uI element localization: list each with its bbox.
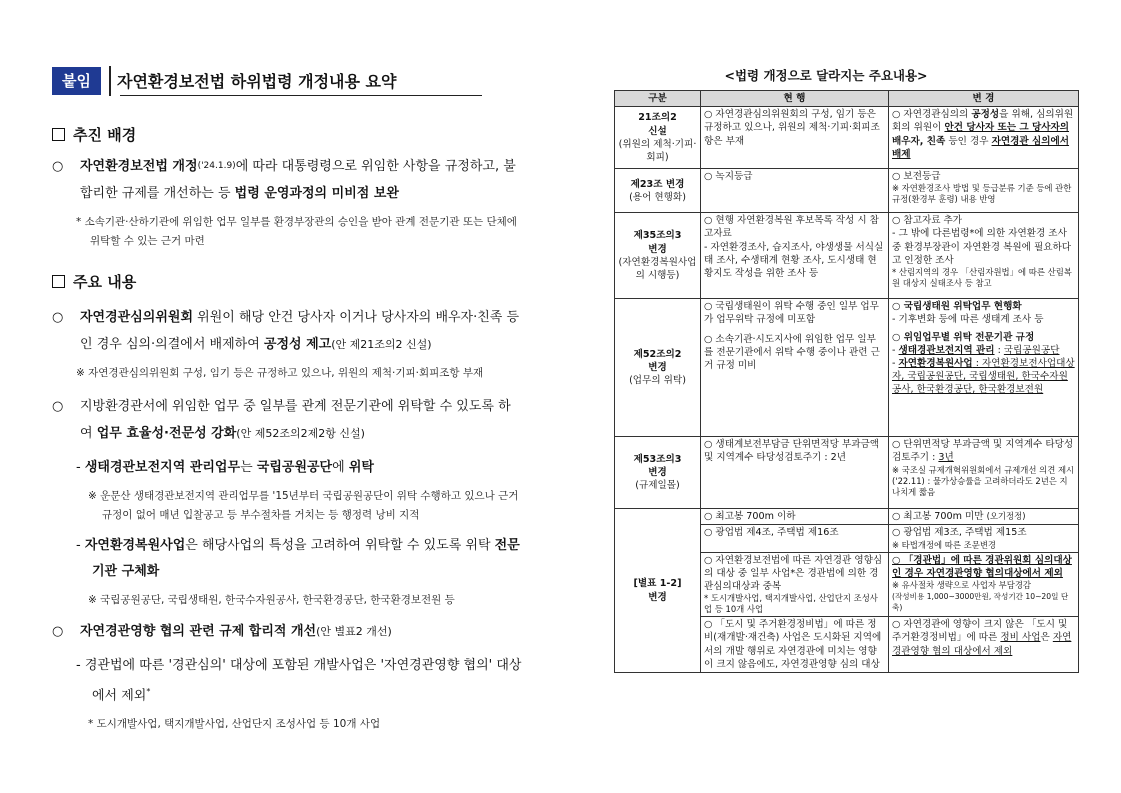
circle-bullet-icon: ○ [52, 159, 64, 174]
table-row: 제53조의3 변경 (규제일몰) ○ 생태계보전부담금 단위면적당 부과금액 및 지역계수 타당성검토주기 : 2년 ○ 단위면적당 부과금액 및 지역계수 타당성검토주기 : 3년 ※ 국조실 규제개혁위원회에서 규제개선 의견 제시('22.11) : 물가상승률을 고려하더라도 2년은 지나치게 짧음 [615, 437, 1079, 509]
note-committee: ※ 자연경관심의위원회 구성, 임기 등은 규정하고 있으나, 위원의 제척·기피·회피조항 부재 [76, 367, 484, 379]
bullet-landscape: ○ 자연경관영향 협의 관련 규제 합리적 개선(안 별표2 개선) [52, 618, 522, 645]
table-row: 21조의2 신설 (위원의 제척·기피·회피) ○ 자연경관심의위원회의 구성, 임기 등은 규정하고 있으나, 위원의 제척·기피·회피조항은 부재 ○ 자연경관심의의 공정성을 위해, 심의위원회의 위원이 안건 당사자 또는 그 당사자의 배우자, 친족 등인 경우 자연경관 심의에서 배제 [615, 107, 1079, 169]
bullet-law-amendment: ○ 자연환경보전법 개정$^{('24.1.9)}$에 따라 대통령령으로 위임한 사항을 규정하고, 불합리한 규제를 개선하는 등 법령 운영과정의 미비점 보완 [52, 153, 522, 207]
comparison-table [614, 90, 1079, 673]
circle-bullet-icon: ○ [52, 310, 64, 325]
circle-bullet-icon: ○ [52, 624, 64, 639]
table-row: ○ 광업법 제4조, 주택법 제16조 ○ 광업법 제3조, 주택법 제15조 ※ 타법개정에 따른 조문변경 [615, 525, 1079, 552]
bullet-delegation: ○ 지방환경관서에 위임한 업무 중 일부를 관계 전문기관에 위탁할 수 있도록 하여 업무 효율성·전문성 강화(안 제52조의2제2항 신설) [52, 393, 522, 447]
table-row: ○ 자연환경보전법에 따른 자연경관 영향심의 대상 중 일부 사업*은 경관법에 의한 경관심의대상과 중복 * 도시개발사업, 택지개발사업, 산업단지 조성사업 등 10개 사업 ○ 「경관법」에 따른 경관위원회 심의대상인 경우 자연경관영향 협의대상에서 제외 ※ 유사절차 생략으로 사업자 부담경감 (작성비용 1,000~3000만원, 작성기간 10~20일 단축) [615, 552, 1079, 617]
dash-restoration: - 자연환경복원사업은 해당사업의 특성을 고려하여 위탁할 수 있도록 위탁 전문기관 구체화 [76, 538, 520, 579]
note-agencies: ※ 국립공원공단, 국립생태원, 한국수자원공사, 한국환경공단, 한국환경보전원 등 [88, 594, 455, 606]
note-unmunsan: ※ 운문산 생태경관보전지역 관리업무를 '15년부터 국립공원공단이 위탁 수행하고 있으나 근거규정이 없어 매년 입찰공고 등 부수절차를 거치는 등 행정력 낭비 지적 [88, 490, 519, 521]
table-row: [별표 1-2] 변경 ○ 최고봉 700m 이하 ○ 최고봉 700m 미만 (오기정정) [615, 509, 1079, 525]
comparison-title: <법령 개정으로 달라지는 주요내용> [724, 68, 928, 83]
summary-section [52, 66, 522, 734]
comparison-section [614, 66, 1078, 673]
checkbox-square-icon [52, 275, 65, 288]
table-row: ○ 「도시 및 주거환경정비법」에 따른 정비(재개발·재건축) 사업은 도시화된 지역에서의 개발 행위로 자연경관에 미치는 영향이 크지 않음에도, 자연경관영향 심의 대상 ○ 자연경관에 영향이 크지 않은 「도시 및 주거환경정비법」에 따른 정비 사업은 자연경관영향 협의 대상에서 제외 [615, 617, 1079, 673]
dash-landscape-review: - 경관법에 따른 '경관심의' 대상에 포함된 개발사업은 '자연경관영향 협의' 대상에서 제외* [76, 658, 522, 704]
table-row: 제23조 변경 (용어 현행화) ○ 녹지등급 ○ 보전등급 ※ 자연환경조사 방법 및 등급분류 기준 등에 관한 규정(환경부 훈령) 내용 반영 [615, 169, 1079, 213]
circle-bullet-icon: ○ [52, 399, 64, 414]
note-projects: * 도시개발사업, 택지개발사업, 산업단지 조성사업 등 10개 사업 [88, 718, 381, 731]
bullet-committee: ○ 자연경관심의위원회 위원이 해당 안건 당사자 이거나 당사자의 배우자·친족 등인 경우 심의·의결에서 배제하여 공정성 제고(안 제21조의2 신설) [52, 304, 522, 358]
table-row: 제52조의2 변경 (업무의 위탁) ○ 국립생태원이 위탁 수행 중인 일부 업무가 업무위탁 규정에 미포함 ○ 소속기관·시도지사에 위임한 업무 일부를 전문기관에서 위탁 수행 중이나 관련 근거 규정 미비 ○ 국립생태원 위탁업무 현행화 - 기후변화 등에 따른 생태계 조사 등 ○ 위임업무별 위탁 전문기관 규정 - 생태경관보전지역 관리 : 국립공원공단 - 자연환경복원사업 : 자연환경보전사업대상자, 국립공원공단, 국립생태원, 한국수자원공사, 한국환경공단, 한국환경보전원 [615, 299, 1079, 437]
attachment-badge: 붙임 [52, 67, 101, 95]
page-title: 자연환경보전법 하위법령 개정내용 요약 [109, 66, 522, 96]
checkbox-square-icon [52, 128, 65, 141]
section-header [52, 66, 522, 96]
table-header-row: 구분 현 행 변 경 [615, 91, 1079, 107]
note-delegation: * 소속기관·산하기관에 위임한 업무 일부를 환경부장관의 승인을 받아 관계 전문기관 또는 단체에 위탁할 수 있는 근거 마련 [76, 216, 517, 247]
table-row: 제35조의3 변경 (자연환경복원사업의 시행등) ○ 현행 자연환경복원 후보목록 작성 시 참고자료 - 자연환경조사, 습지조사, 야생생물 서식실태 조사, 수생태계 현황 조사, 도시생태 현황지도 작성을 위한 조사 등 ○ 참고자료 추가 - 그 밖에 다른법령*에 의한 자연환경 조사 중 환경부장관이 자연환경 복원에 필요하다고 인정한 조사 * 산림지역의 경우 「산림자원법」에 따른 산림복원 대상지 실태조사 등 참고 [615, 213, 1079, 299]
dash-ecoscape: - 생태경관보전지역 관리업무는 국립공원공단에 위탁 [76, 460, 374, 475]
section-main-content: 주요 내용 [52, 271, 522, 292]
section-background: 추진 배경 [52, 124, 522, 145]
